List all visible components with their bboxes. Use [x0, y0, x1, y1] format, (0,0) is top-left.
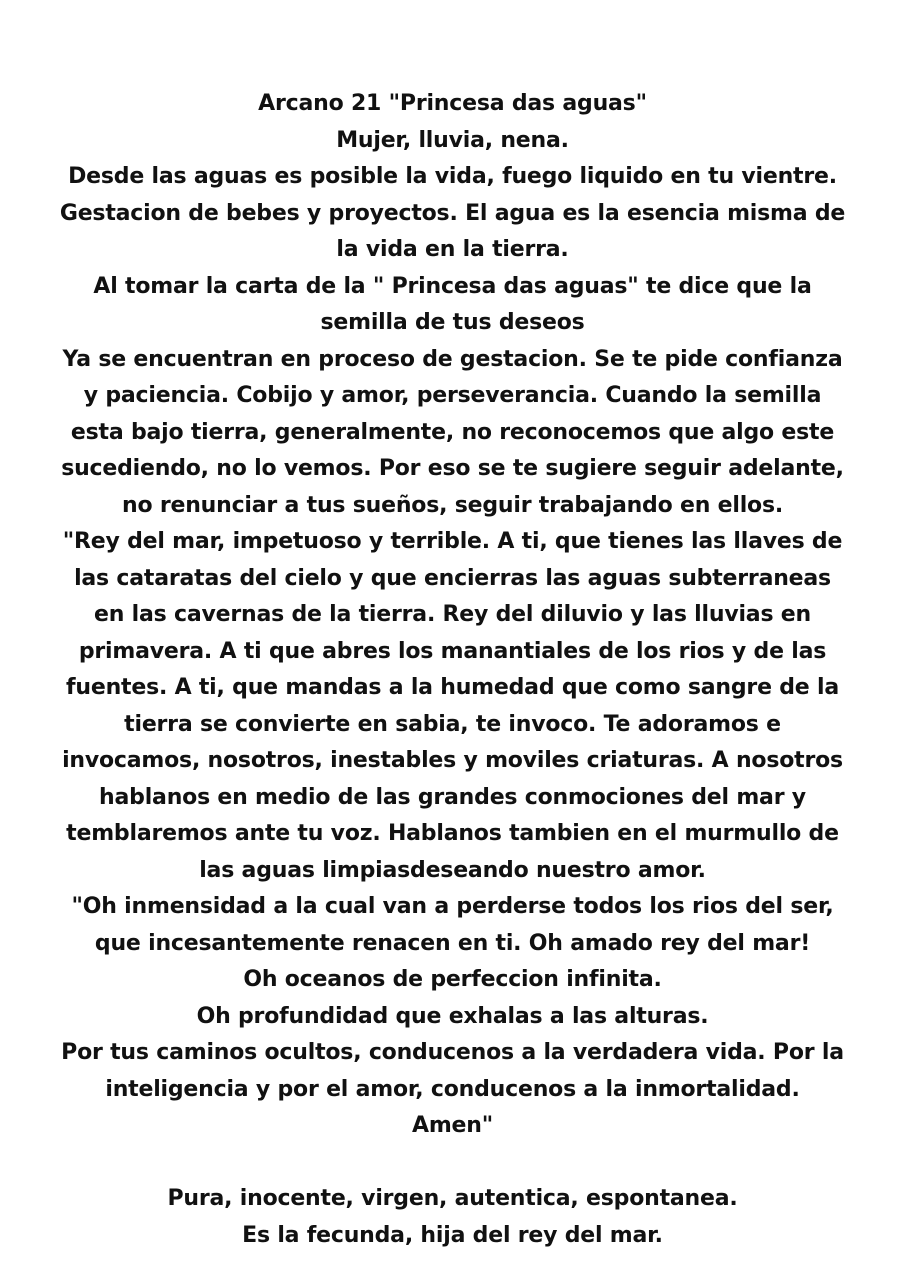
closing-line: Pura, inocente, virgen, autentica, espontanea.: [167, 1186, 738, 1211]
text-line: y paciencia. Cobijo y amor, perseverancia. Cuando la semilla: [83, 383, 822, 408]
text-line: semilla de tus deseos: [320, 310, 585, 335]
text-line: primavera. A ti que abres los manantiales de los rios y de las: [78, 638, 827, 664]
subtitle-line: Mujer, lluvia, nena.: [336, 127, 569, 153]
text-line: hablanos en medio de las grandes conmociones del mar y: [99, 784, 806, 810]
text-line: esta bajo tierra, generalmente, no reconocemos que algo este: [70, 419, 835, 445]
text-line: Al tomar la carta de la " Princesa das aguas" te dice que la: [93, 273, 812, 299]
text-line: inteligencia y por el amor, conducenos a la inmortalidad.: [105, 1076, 800, 1102]
text-line: Por tus caminos ocultos, conducenos a la verdadera vida. Por la: [61, 1040, 844, 1065]
text-line: fuentes. A ti, que mandas a la humedad que como sangre de la: [66, 675, 839, 700]
text-line: la vida en la tierra.: [336, 237, 569, 262]
text-line: Oh profundidad que exhalas a las alturas.: [196, 1003, 709, 1029]
text-line: invocamos, nosotros, inestables y moviles criaturas. A nosotros: [62, 748, 843, 773]
text-line: las aguas limpiasdeseando nuestro amor.: [199, 857, 706, 883]
document-body: [0, 86, 905, 1254]
closing-line: Es la fecunda, hija del rey del mar.: [242, 1222, 663, 1248]
text-line: no renunciar a tus sueños, seguir trabajando en ellos.: [122, 492, 783, 518]
text-line: "Rey del mar, impetuoso y terrible. A ti, que tienes las llaves de: [62, 529, 843, 554]
text-line: tierra se convierte en sabia, te invoco. Te adoramos e: [124, 711, 781, 737]
text-line: sucediendo, no lo vemos. Por eso se te sugiere seguir adelante,: [61, 456, 844, 481]
document-title: Arcano 21 "Princesa das aguas": [258, 91, 647, 116]
text-line: Desde las aguas es posible la vida, fuego liquido en tu vientre.: [68, 164, 837, 189]
blank-line: [30, 1145, 875, 1182]
text-line: que incesantemente renacen en ti. Oh amado rey del mar!: [94, 930, 811, 956]
text-line: Oh oceanos de perfeccion infinita.: [243, 967, 662, 992]
text-line: las cataratas del cielo y que encierras las aguas subterraneas: [74, 565, 831, 591]
text-line: Ya se encuentran en proceso de gestacion. Se te pide confianza: [62, 346, 843, 372]
text-line: Amen": [412, 1113, 493, 1138]
text-line: temblaremos ante tu voz. Hablanos tambien en el murmullo de: [66, 821, 839, 846]
text-line: "Oh inmensidad a la cual van a perderse todos los rios del ser,: [71, 894, 834, 919]
text-line: en las cavernas de la tierra. Rey del diluvio y las lluvias en: [94, 602, 811, 627]
text-line: Gestacion de bebes y proyectos. El agua es la esencia misma de: [59, 200, 846, 226]
